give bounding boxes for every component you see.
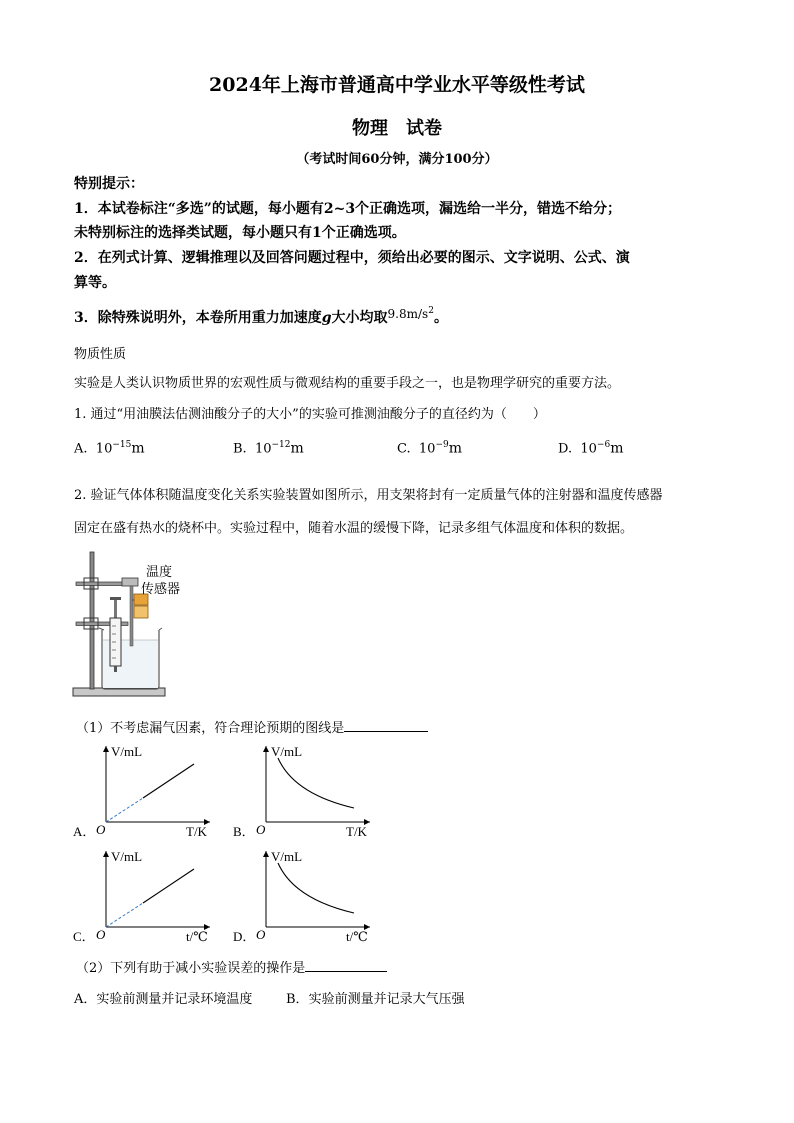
note-3-g-symbol: g	[321, 310, 332, 326]
q2-sub2-option-b[interactable]	[286, 988, 465, 1007]
data-line	[143, 764, 194, 798]
graph-option-b[interactable]	[230, 740, 380, 840]
note-3-text: 3．除特殊说明外，本卷所用重力加速度	[74, 310, 322, 326]
q1-option-d-label: D.	[558, 441, 573, 457]
decay-curve	[278, 863, 354, 913]
exam-title: 2024年上海市普通高中学业水平等级性考试	[209, 74, 585, 96]
graph-option-a[interactable]	[70, 740, 220, 840]
q2-stem-part-a: 2. 验证气体体积随温度变化关系	[74, 488, 260, 503]
q1-option-c[interactable]	[397, 440, 462, 456]
q1-option-b-exp: −12	[271, 440, 291, 450]
q1-option-d-exp: −6	[596, 440, 611, 450]
note-2-line-1: 2．在列式计算、逻辑推理以及回答问题过程中，须给出必要的图示、文字说明、公式、演	[74, 250, 630, 266]
extrapolated-line	[106, 903, 143, 927]
notes-heading: 特别提示：	[74, 176, 144, 192]
origin-label: O	[256, 822, 266, 837]
q2-stem-part-b: 实验装置如图所示，用支架将封有一定质量气体的注射器和温度传感器	[259, 488, 663, 503]
q1-option-c-unit: m	[448, 440, 462, 457]
y-axis-label: V/mL	[111, 849, 143, 864]
q1-option-a[interactable]	[74, 440, 145, 456]
q1-option-d-unit: m	[610, 440, 624, 457]
q1-option-d-base: 10	[580, 441, 597, 457]
graph-option-c[interactable]	[70, 845, 220, 945]
graph-option-letter: B．	[233, 824, 255, 839]
section-intro: 实验是人类认识物质世界的宏观性质与微观结构的重要手段之一，也是物理学研究的重要方法。	[74, 376, 621, 391]
note-3-end: 。	[433, 310, 448, 326]
q1-option-b-base: 10	[254, 441, 272, 457]
x-axis-label: t/℃	[346, 929, 368, 944]
q2-sub1-answer-blank[interactable]	[344, 719, 428, 732]
note-1-line-1: 1．本试卷标注“多选”的试题，每小题有2~3个正确选项，漏选给一半分，错选不给分；	[74, 201, 622, 217]
x-axis-label: t/℃	[186, 929, 208, 944]
origin-label: O	[256, 927, 266, 942]
y-axis-label: V/mL	[271, 744, 303, 759]
origin-label: O	[96, 927, 106, 942]
graph-option-letter: D．	[233, 929, 256, 944]
q2-stem-line-1	[74, 484, 663, 503]
note-1-line-2: 未特别标注的选择类试题，每小题只有1个正确选项。	[74, 225, 406, 241]
q2-sub2-option-a[interactable]	[74, 988, 252, 1007]
x-axis-label: T/K	[346, 824, 367, 839]
sensor-label-line-2: 传感器	[141, 582, 181, 597]
exam-subtitle: 物理 试卷	[352, 118, 442, 139]
q1-stem: 1. 通过“用油膜法估测油酸分子的大小”的实验可推测油酸分子的直径约为（ ）	[74, 407, 546, 422]
note-2-line-2: 算等。	[74, 275, 116, 291]
q2-stem-line-2: 固定在盛有热水的烧杯中。实验过程中，随着水温的缓慢下降，记录多组气体温度和体积的数据。	[74, 521, 634, 536]
q1-option-d[interactable]	[558, 440, 623, 456]
sensor-body	[134, 606, 148, 618]
q1-option-b[interactable]	[233, 440, 304, 456]
y-axis-label: V/mL	[271, 849, 303, 864]
q2-sub2-text: （2）下列有助于减小实验误差的操作是	[76, 961, 306, 976]
q2-sub2-answer-blank[interactable]	[305, 959, 387, 972]
note-3-mid: 大小均取	[331, 310, 388, 326]
q1-option-c-label: C.	[397, 441, 411, 457]
decay-curve	[278, 758, 354, 808]
q1-option-b-label: B.	[233, 441, 247, 457]
stand-pole	[90, 552, 94, 689]
q1-option-a-unit: m	[131, 440, 145, 457]
note-3-exp: 2	[428, 306, 434, 316]
graph-option-letter: A．	[73, 824, 96, 839]
q1-option-c-base: 10	[418, 441, 436, 457]
q1-option-b-unit: m	[290, 440, 304, 457]
q1-option-a-exp: −15	[112, 440, 132, 450]
q2-sub2-option-b-label: B．	[286, 992, 309, 1007]
syringe-handle	[110, 597, 121, 600]
sensor-clamp	[122, 578, 138, 586]
graph-option-d[interactable]	[230, 845, 380, 945]
q1-option-a-label: A.	[74, 441, 88, 457]
data-line	[143, 869, 194, 903]
graph-option-letter: C．	[73, 929, 95, 944]
syringe-tip	[114, 666, 117, 672]
sensor-probe	[130, 586, 133, 646]
apparatus-figure	[70, 548, 200, 703]
q2-sub2-option-b-text: 实验前测量并记录大气压强	[308, 992, 465, 1007]
q2-sub1	[76, 717, 428, 736]
q2-sub1-text: （1）不考虑漏气因素，符合理论预期的图线是	[76, 721, 345, 736]
note-3	[74, 306, 448, 327]
q2-sub2	[76, 957, 387, 976]
extrapolated-line	[106, 798, 143, 822]
q1-option-a-base: 10	[95, 441, 113, 457]
sensor-label-line-1: 温度	[146, 565, 173, 580]
q2-sub2-option-a-label: A．	[74, 992, 97, 1007]
origin-label: O	[96, 822, 106, 837]
q2-sub2-option-a-text: 实验前测量并记录环境温度	[96, 992, 253, 1007]
y-axis-label: V/mL	[111, 744, 143, 759]
syringe-plunger	[114, 598, 117, 620]
x-axis-label: T/K	[186, 824, 207, 839]
exam-time-note: （考试时间60分钟，满分100分）	[296, 152, 498, 167]
note-3-value: 9.8m/s	[387, 307, 429, 321]
section-name: 物质性质	[74, 347, 127, 362]
q1-option-c-exp: −9	[435, 440, 449, 450]
